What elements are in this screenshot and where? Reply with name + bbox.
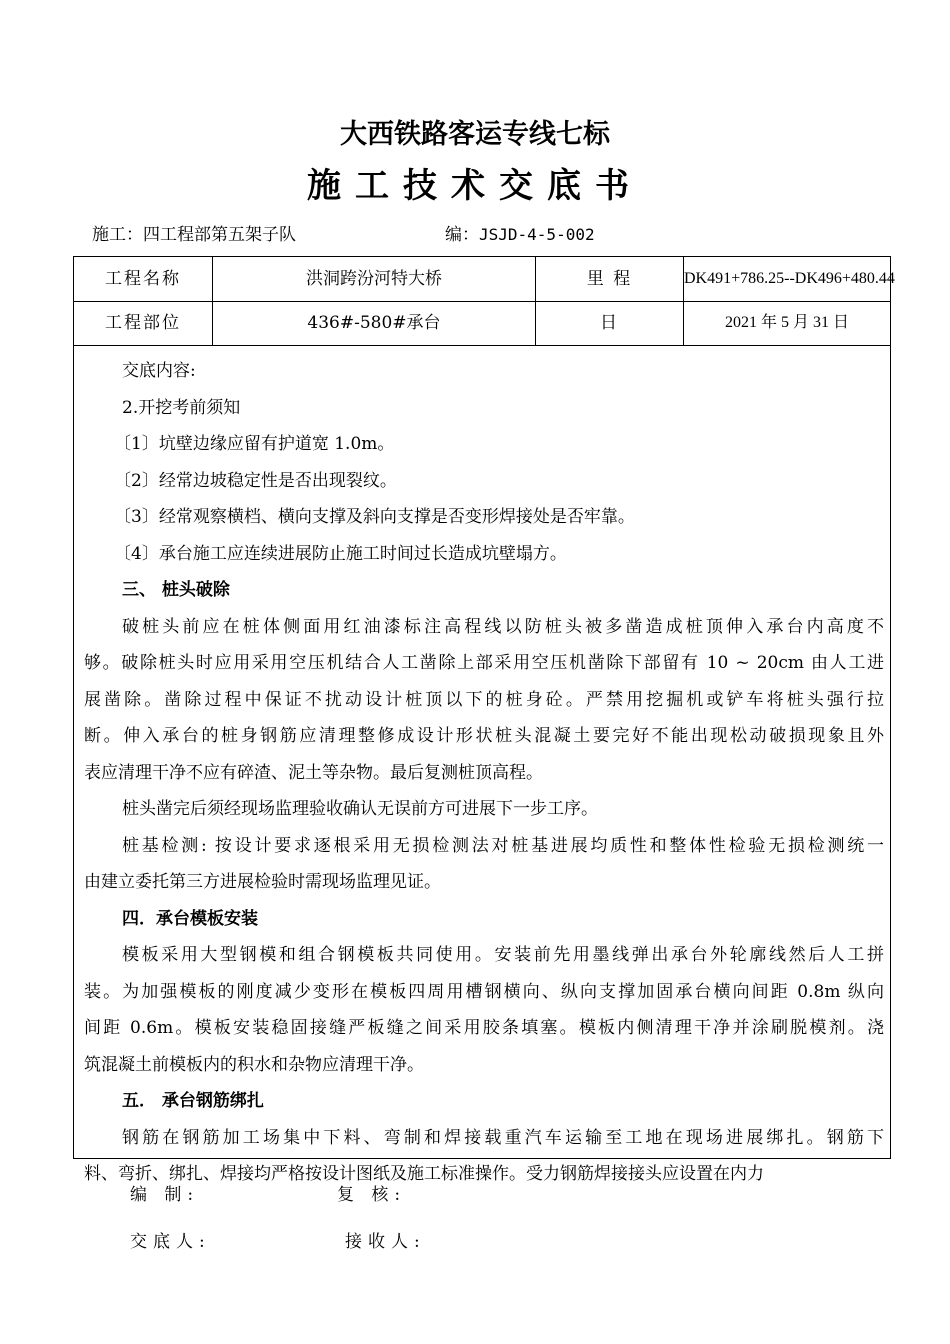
section-3-paragraph-line: 展凿除。凿除过程中保证不扰动设计桩顶以下的桩身砼。严禁用挖掘机或铲车将桩头强行拉 bbox=[84, 689, 884, 710]
mileage-value: DK491+786.25--DK496+480.44 bbox=[684, 270, 895, 287]
content-intro: 交底内容: bbox=[122, 361, 196, 381]
section-2-title: 2.开挖考前须知 bbox=[122, 397, 241, 418]
section-4-paragraph-line: 间距 0.6m。模板安装稳固接缝严板缝之间采用胶条填塞。模板内侧清理干净并涂刷脱模剂。浇 bbox=[84, 1018, 884, 1038]
date-value: 2021 年 5 月 31 日 bbox=[724, 314, 849, 331]
section-5-paragraph-line: 钢筋在钢筋加工场集中下料、弯制和焊接载重汽车运输至工地在现场进展绑扎。钢筋下 bbox=[122, 1127, 884, 1148]
document-subtitle: 施工技术交底书 bbox=[307, 166, 643, 206]
section-3-paragraph-line: 破桩头前应在桩体侧面用红油漆标注高程线以防桩头被多凿造成桩顶伸入承台内高度不 bbox=[122, 616, 884, 637]
section-4-title: 四．承台模板安装 bbox=[122, 908, 258, 929]
review-label: 复 核: bbox=[337, 1185, 407, 1205]
section-5-paragraph-line: 料、弯折、绑扎、焊接均严格按设计图纸及施工标准操作。受力钢筋焊接接头应设置在内力 bbox=[84, 1164, 764, 1184]
section-3-paragraph-3-line: 由建立委托第三方进展检验时需现场监理见证。 bbox=[84, 872, 441, 892]
section-3-paragraph-2: 桩头凿完后须经现场监理验收确认无误前方可进展下一步工序。 bbox=[122, 799, 598, 819]
part-label: 工程部位 bbox=[74, 301, 213, 345]
section-5-title: 五． 承台钢筋绑扎 bbox=[122, 1091, 264, 1111]
section-3-paragraph-line: 够。破除桩头时应用采用空压机结合人工凿除上部采用空压机凿除下部留有 10 ~ 20cm 由人工进 bbox=[84, 653, 884, 673]
compile-label: 编 制: bbox=[130, 1185, 200, 1205]
section-3-paragraph-line: 表应清理干净不应有碎渣、泥土等杂物。最后复测桩顶高程。 bbox=[84, 762, 543, 783]
section-3-title: 三、 桩头破除 bbox=[122, 580, 230, 600]
section-4-paragraph-line: 筑混凝土前模板内的积水和杂物应清理干净。 bbox=[84, 1054, 424, 1075]
mileage-label: 里 程 bbox=[536, 257, 684, 301]
info-row-2 bbox=[74, 301, 890, 346]
receiver-label: 接收人: bbox=[345, 1232, 426, 1252]
section-2-item: 〔1〕坑壁边缘应留有护道宽 1.0m。 bbox=[114, 434, 395, 454]
document-code bbox=[445, 220, 595, 245]
info-row-1 bbox=[74, 257, 895, 302]
section-4-paragraph-line: 装。为加强模板的刚度减少变形在模板四周用槽钢横向、纵向支撑加固承台横向间距 0.8m 纵向 bbox=[84, 981, 884, 1002]
date-label: 日 bbox=[536, 301, 684, 345]
project-name-value: 洪洞跨汾河特大桥 bbox=[213, 257, 536, 301]
project-name-label: 工程名称 bbox=[74, 257, 213, 301]
section-3-paragraph-line: 断。伸入承台的桩身钢筋应清理整修成设计形状桩头混凝土要完好不能出现松动破损现象且外 bbox=[84, 726, 884, 746]
disclosure-table bbox=[73, 256, 895, 1184]
section-3-paragraph-3-line: 桩基检测: 按设计要求逐根采用无损检测法对桩基进展均质性和整体性检验无损检测统一 bbox=[122, 835, 884, 856]
document-code-value: JSJD-4-5-002 bbox=[479, 225, 595, 244]
section-2-item: 〔3〕经常观察横档、横向支撑及斜向支撑是否变形焊接处是否牢靠。 bbox=[114, 507, 635, 527]
document-title: 大西铁路客运专线七标 bbox=[340, 119, 610, 150]
handover-label: 交底人: bbox=[130, 1232, 211, 1252]
document-code-label: 编： bbox=[445, 225, 479, 245]
section-2-item: 〔4〕承台施工应连续进展防止施工时间过长造成坑壁塌方。 bbox=[114, 543, 567, 564]
part-value: 436#-580#承台 bbox=[213, 301, 536, 345]
disclosure-content bbox=[84, 353, 884, 1193]
construction-unit: 施工：四工程部第五架子队 bbox=[92, 225, 296, 245]
section-4-paragraph-line: 模板采用大型钢模和组合钢模板共同使用。安装前先用墨线弹出承台外轮廓线然后人工拼 bbox=[122, 945, 884, 965]
section-2-item: 〔2〕经常边坡稳定性是否出现裂纹。 bbox=[114, 470, 397, 491]
